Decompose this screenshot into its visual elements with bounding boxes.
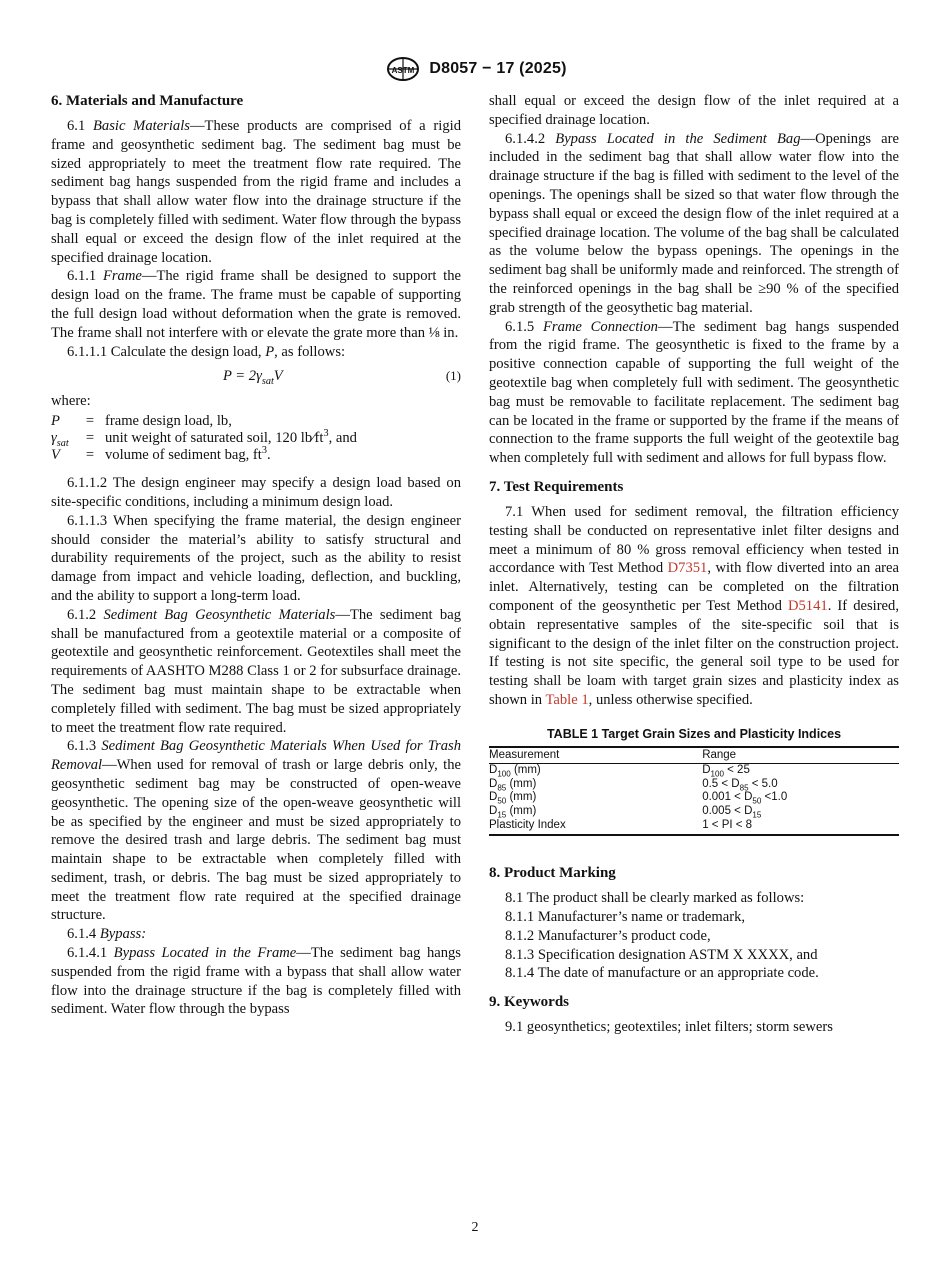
para-text: —The sediment bag hangs suspended from the rigid frame with a bypass that shall allow water flow into the drainage structure if the bag is completely filled with sediment. Water flow through the bypass (51, 945, 461, 1018)
keywords-text: 9.1 geosynthetics; geotextiles; inlet filters; storm sewers (505, 1019, 833, 1036)
definition-row (51, 447, 461, 464)
cell-text: D (489, 791, 498, 804)
symbol-text: V (51, 447, 60, 464)
para-text: —The rigid frame shall be designed to support the design load on the frame. The frame must be capable of supporting the full design load without deformation when the grate is removed. The frame shall not interfere with or elevate the grate more than ⅛ in. (51, 268, 461, 341)
para-6-1-3 (51, 737, 461, 925)
cell-text: 0.5 < D (702, 777, 740, 790)
para-6-1-2 (51, 606, 461, 738)
def-text: unit weight of saturated soil, 120 lb⁄ft (105, 430, 324, 447)
table-cell-measurement (489, 805, 702, 819)
cell-text: D (489, 777, 498, 790)
table-1-title: TABLE 1 Target Grain Sizes and Plasticity Indices (546, 726, 842, 741)
para-6-1-1-3: 6.1.1.3 When specifying the frame material, the design engineer should consider the material’s ability to satisfy structural and durability requirements of the project, such as the ability to resist damage from impact and vehicle loading, deflection, and buckling, and the ability to support a long-term load. (51, 512, 461, 604)
para-title: Bypass Located in the Frame (113, 945, 297, 962)
para-text: , with flow diverted into an area inlet. Alternatively, testing can be completed on the filtration component of the geosynthetic per Test Method (489, 560, 899, 614)
table-cell-range (702, 819, 899, 836)
marking-item: 8.1 The product shall be clearly marked as follows: (505, 890, 805, 907)
def-description (105, 447, 461, 464)
cell-text: (mm) (506, 805, 537, 818)
para-number: 6.1.2 (67, 606, 104, 623)
para-number: 6.1.4 (67, 926, 100, 943)
cell-subscript: 100 (710, 769, 724, 779)
para-6-1-4-1 (51, 944, 461, 1019)
para-text: —These products are comprised of a rigid frame and geosynthetic sediment bag. The sediment bag must be sized appropriately to meet the treatment flow rate required. The sediment bag hangs suspended from the rigid frame and includes a bypass that shall allow water flow into the drainage structure if the bag is completely filled with sediment. Water flow through the bypass shall equal or exceed the design flow of the inlet required at the specified drainage location. (51, 118, 461, 266)
cell-text: 0.001 < D (702, 791, 753, 804)
cell-text: D (702, 764, 711, 777)
para-number: 6.1 (67, 118, 93, 134)
para-title: Sediment Bag Geosynthetic Materials (103, 606, 336, 623)
def-symbol (51, 447, 75, 464)
table-row (489, 778, 899, 792)
table-row (489, 805, 899, 819)
equation-number: (1) (445, 368, 461, 384)
def-symbol (51, 430, 75, 450)
equation-v: V (273, 368, 283, 385)
para-title: Frame Connection (542, 318, 658, 335)
cell-subscript: 50 (752, 796, 762, 806)
cell-subscript: 50 (497, 796, 507, 806)
para-number: 6.1.4.1 (67, 945, 114, 962)
cell-text: < 5.0 (748, 777, 778, 790)
table-cell-range (702, 778, 899, 792)
right-column (489, 92, 899, 1037)
table-row (489, 819, 899, 836)
symbol-text: P (51, 413, 60, 430)
def-tail: , and (328, 430, 357, 447)
equation-subscript: sat (261, 376, 274, 388)
definition-row (51, 428, 461, 450)
astm-logo-icon (383, 56, 423, 82)
cell-text: (mm) (506, 791, 537, 804)
def-description: frame design load, lb, (105, 413, 232, 430)
cell-subscript: 85 (497, 783, 507, 793)
variable-p: P (265, 343, 275, 360)
def-equals: = (85, 447, 95, 464)
table-cell-measurement (489, 764, 702, 778)
marking-item: 8.1.3 Specification designation ASTM X XXXX, and (505, 946, 818, 963)
marking-item: 8.1.2 Manufacturer’s product code, (505, 927, 711, 944)
table-cell-range (702, 805, 899, 819)
table-header-range: Range (702, 747, 899, 764)
standard-designation: D8057 − 17 (2025) (429, 60, 567, 77)
equation-lhs: P = 2 (223, 368, 257, 385)
para-title: Bypass: (99, 926, 147, 943)
section-6-heading: 6. Materials and Manufacture (51, 93, 244, 109)
link-d7351[interactable]: D7351 (667, 560, 708, 577)
marking-item: 8.1.1 Manufacturer’s name or trademark, (505, 909, 746, 926)
para-text: , as follows: (274, 343, 346, 360)
left-column (51, 92, 461, 1019)
def-tail: . (266, 447, 271, 464)
marking-item: 8.1.4 The date of manufacture or an appropriate code. (505, 965, 819, 982)
cell-text: 1 < PI < 8 (702, 818, 753, 831)
where-label: where: (51, 393, 91, 410)
cell-text: < 25 (723, 764, 750, 777)
cell-subscript: 100 (497, 769, 511, 779)
grain-size-table (489, 746, 899, 837)
page-header (0, 56, 950, 82)
section-9-heading: 9. Keywords (489, 994, 569, 1011)
para-number: 6.1.3 (67, 738, 102, 755)
para-6-1-4 (51, 925, 461, 944)
table-row (489, 764, 899, 778)
def-superscript: 3 (323, 428, 329, 440)
table-header-measurement: Measurement (489, 747, 702, 764)
def-text: volume of sediment bag, ft (105, 447, 262, 464)
para-text: 6.1.1.1 Calculate the design load, (67, 343, 266, 360)
equation-formula (223, 364, 283, 388)
para-number: 6.1.4.2 (505, 130, 556, 147)
cell-text: (mm) (510, 764, 541, 777)
page-number: 2 (471, 1220, 479, 1235)
para-6-1-4-2 (489, 130, 899, 318)
section-8-heading: 8. Product Marking (489, 865, 616, 882)
para-6-1-5 (489, 318, 899, 468)
para-6-1-1 (51, 267, 461, 342)
def-symbol (51, 413, 75, 430)
cell-subscript: 85 (739, 783, 749, 793)
variable-definitions (51, 413, 461, 464)
para-6-1 (51, 117, 461, 267)
cell-subscript: 15 (752, 810, 762, 820)
equation-gamma: γ (256, 368, 262, 385)
para-text: . If desired, obtain representative samples of the site-specific soil that is significant to the design of the inlet filter on the construction project. If testing is not site specific, the general soil type to be used for testing shall be loam with target grain sizes and plasticity index as shown in (489, 597, 899, 708)
cell-text: D (489, 805, 498, 818)
para-title: Frame (102, 268, 142, 285)
table-header-row (489, 747, 899, 764)
para-text: 7.1 When used for sediment removal, the filtration efficiency testing shall be conducted on representative inlet filter designs and meet a minimum of 80 % gross removal efficiency when tested in accordance with Test Method (489, 503, 899, 577)
cell-text: (mm) (506, 777, 537, 790)
para-text: —When used for removal of trash or large debris only, the geosynthetic sediment bag may be constructed of open-weave geosynthetic. The opening size of the open-weave geosynthetic will be as specified by the engineer and must be sized appropriately to remove the desired trash and large debris. The sediment bag must maintain shape to be extractable when completely filled with sediment, trash, or debris. The bag must be sized appropriately to meet the treatment flow rate required at the specified drainage structure. (51, 757, 461, 924)
symbol-text: γ (51, 430, 57, 447)
para-title: Sediment Bag Geosynthetic Materials When Used for Trash Removal (51, 738, 461, 774)
para-title: Basic Materials (93, 118, 190, 134)
section-7-heading: 7. Test Requirements (489, 478, 624, 495)
def-description (105, 430, 461, 447)
table-cell-range (702, 791, 899, 805)
symbol-subscript: sat (56, 438, 69, 450)
para-number: 6.1.1 (67, 268, 103, 285)
table-cell-measurement (489, 791, 702, 805)
link-d5141[interactable]: D5141 (787, 597, 828, 614)
table-cell-range (702, 764, 899, 778)
cell-text: D (489, 764, 498, 777)
def-equals: = (85, 413, 95, 430)
para-6-1-4-1-continued: shall equal or exceed the design flow of the inlet required at a specified drainage location. (489, 93, 899, 128)
para-title: Bypass Located in the Sediment Bag (555, 130, 801, 147)
para-text: —The sediment bag shall be manufactured from a geotextile material or a composite of geotextile and geosynthetic reinforcement. Geotextiles shall meet the requirements of AASHTO M288 Class 1 or 2 for subsurface drainage. The sediment bag must maintain shape to be extractable when completely filled with sediment. The bag must be sized appropriately to meet the treatment flow rate required. (51, 606, 461, 736)
logo-text: ASTM (392, 66, 415, 75)
para-number: 6.1.5 (505, 318, 543, 335)
para-6-1-1-1 (51, 343, 461, 362)
def-equals: = (85, 430, 95, 447)
cell-text: Plasticity Index (489, 818, 566, 831)
para-text: —The sediment bag hangs suspended from the rigid frame. The geosynthetic is fixed to the frame by a positive connection capable of supporting the full weight of the geotextile bag when completely full with sediment. The geosynthetic bag must be removable to facilitate replacement. The sediment bag can be located in the frame or supported by the frame if the means of connection to the frame supports the full weight of the geotextile bag when completely full with sediment and allows for full bypass flow. (489, 318, 900, 467)
para-text: , unless otherwise specified. (588, 691, 753, 708)
table-cell-measurement (489, 819, 702, 836)
table-cell-measurement (489, 778, 702, 792)
para-text: —Openings are included in the sediment bag that shall allow water flow into the drainage structure if the bag is filled with sediment to the level of the openings. The openings shall be sized so that water flow through the bypass shall equal or exceed the design flow of the inlet required at a specified drainage location. The volume of the bag shall be calculated as the volume below the bypass openings. The openings in the sediment bag shall be uniformly made and reinforced. The strength of the reinforced openings in the bag shall be ≥90 % of the specified grab strength of the geosythetic bag material. (489, 130, 899, 316)
definition-row (51, 413, 461, 430)
equation-1 (51, 364, 461, 388)
def-superscript: 3 (261, 445, 267, 457)
table-row (489, 791, 899, 805)
cell-text: <1.0 (761, 791, 788, 804)
link-table-1[interactable]: Table 1 (545, 691, 589, 708)
cell-subscript: 15 (497, 810, 507, 820)
cell-text: 0.005 < D (702, 805, 753, 818)
para-7-1 (489, 503, 899, 710)
para-6-1-1-2: 6.1.1.2 The design engineer may specify a design load based on site-specific conditions, including a minimum design load. (51, 475, 461, 510)
